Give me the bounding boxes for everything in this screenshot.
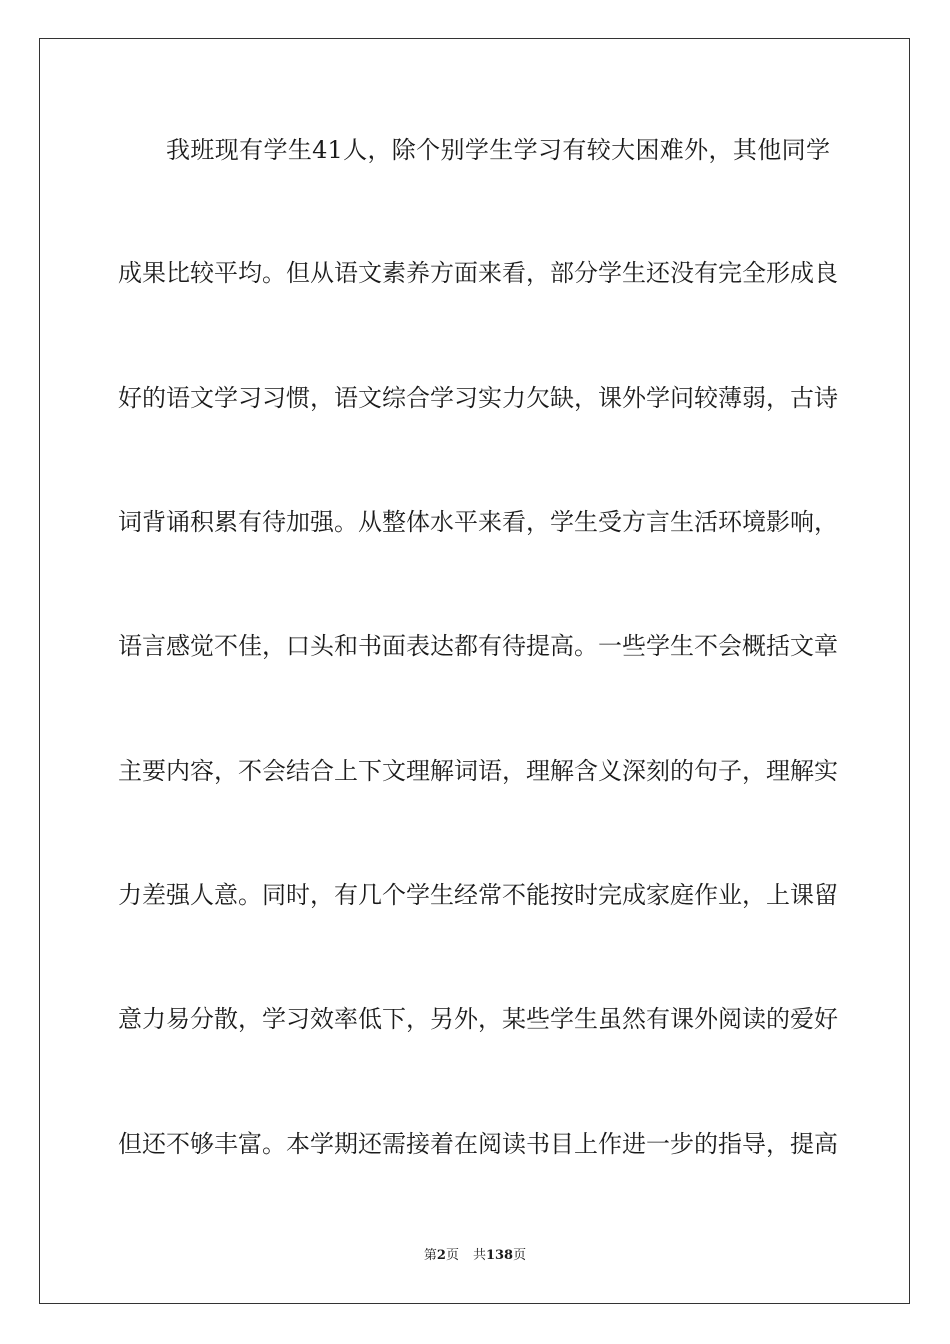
body-text-line-3: 好的语文学习习惯，语文综合学习实力欠缺，课外学问较薄弱，古诗 <box>118 384 838 412</box>
page-number: 2 <box>436 1248 446 1263</box>
body-text-line-6: 主要内容，不会结合上下文理解词语，理解含义深刻的句子，理解实 <box>118 757 838 785</box>
body-text-line-4: 词背诵积累有待加强。从整体水平来看，学生受方言生活环境影响， <box>118 508 838 536</box>
body-text-line-8: 意力易分散，学习效率低下，另外，某些学生虽然有课外阅读的爱好 <box>118 1005 838 1033</box>
total-pages: 138 <box>485 1248 514 1263</box>
page-frame <box>39 38 910 1304</box>
body-text-line-7: 力差强人意。同时，有几个学生经常不能按时完成家庭作业，上课留 <box>118 881 838 909</box>
total-suffix: 页 <box>513 1248 527 1263</box>
body-text-line-5: 语言感觉不佳，口头和书面表达都有待提高。一些学生不会概括文章 <box>118 632 838 660</box>
page-footer <box>0 1247 950 1265</box>
total-prefix: 共 <box>472 1248 486 1263</box>
body-text-line-1: 我班现有学生41人，除个别学生学习有较大困难外，其他同学 <box>166 136 830 164</box>
body-text-line-2: 成果比较平均。但从语文素养方面来看，部分学生还没有完全形成良 <box>118 259 838 287</box>
page-prefix: 第 <box>423 1248 437 1263</box>
page-suffix: 页 <box>445 1248 459 1263</box>
body-text-line-9: 但还不够丰富。本学期还需接着在阅读书目上作进一步的指导，提高 <box>118 1130 838 1158</box>
